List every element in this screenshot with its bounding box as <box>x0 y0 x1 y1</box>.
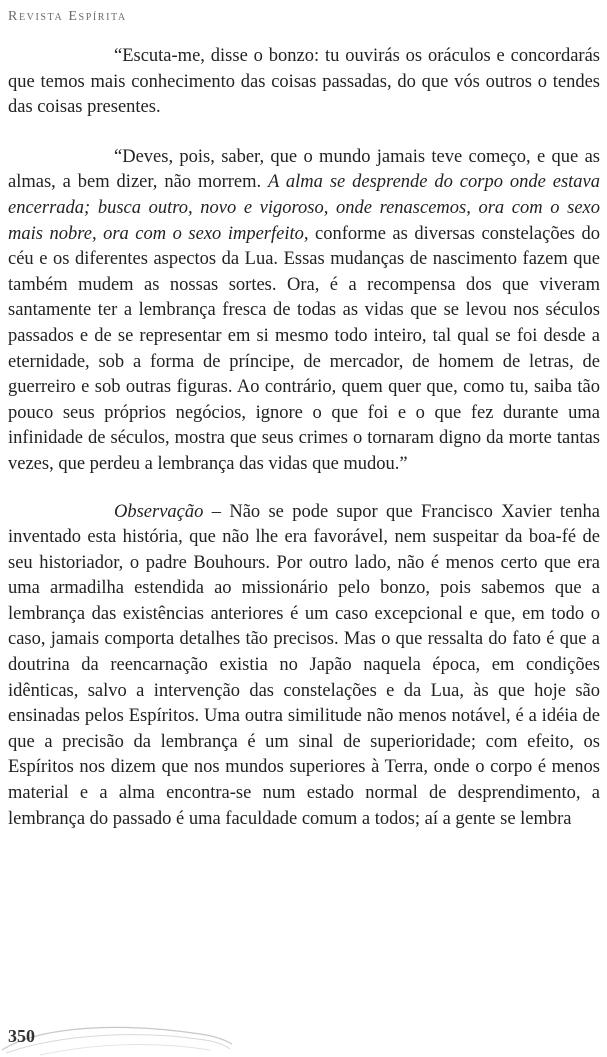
running-header: Revista Espírita <box>8 9 127 24</box>
paragraph-world-text-end: conforme as diversas constelações do céu e os diferentes aspectos da Lua. Essas mudanças de nascimento fazem que também mudem as nossas sortes. Ora, é a recompensa dos que viveram santamente ter a lembrança fresca de todas as vidas que se levou nos séculos passados e de se representar em si mesmo todo inteiro, tal qual se foi desde a eternidade, sob a forma de príncipe, de mercador, de homem de letras, de guerreiro e sob outras figuras. Ao contrário, quem quer que, como tu, saiba tão pouco seus próprios negócios, ignore o que foi e o que fez durante uma infinidade de séculos, mostra que seus crimes o tornaram digno da morte tantas vezes, que perdeu a lembrança das vidas que mudou.” <box>8 223 601 474</box>
paragraph-observation <box>8 500 600 833</box>
paragraph-spacer <box>8 121 600 145</box>
paragraph-oracle-text: “Escuta-me, disse o bonzo: tu ouvirás os oráculos e concordarás que temos mais conhecimento das coisas passadas, do que vós outros o tendes das coisas presentes. <box>8 46 600 118</box>
footer-swoosh-decoration <box>0 1020 240 1057</box>
paragraph-oracle <box>8 44 600 121</box>
observation-text: – Não se pode supor que Francisco Xavier tenha inventado esta história, que não lhe era favorável, nem suspeitar da boa-fé de seu historiador, o padre Bouhours. Por outro lado, não é menos certo que era uma armadilha estendida ao missionário pelo bonzo, pois sabemos que a lembrança das existências anteriores é um caso excepcional e que, em todo o caso, jamais comporta detalhes tão precisos. Mas o que ressalta do fato é que a doutrina da reencarnação existia no Japão naquela época, em condições idênticas, salvo a intervenção das constelações e da Lua, às que hoje são ensinadas pelos Espíritos. Uma outra similitude não menos notável, é a idéia de que a precisão da lembrança é um sinal de superioridade; com efeito, os Espíritos nos dizem que nos mundos superiores à Terra, onde o corpo é menos material e a alma encontra-se num estado normal de desprendimento, a lembrança do passado é uma faculdade comum a todos; aí a gente se lembra <box>8 501 600 829</box>
body-text <box>8 44 600 832</box>
observation-label: Observação <box>114 501 204 522</box>
paragraph-world <box>8 145 600 478</box>
paragraph-world-italic: A alma se desprende do corpo onde estava encerrada; busca outro, novo e vigoroso, onde renascemos, ora com o sexo mais nobre, ora com o sexo imperfeito, <box>8 172 600 244</box>
paragraph-world-text-start: “Deves, pois, saber, que o mundo jamais teve começo, e que as almas, a bem dizer, não morrem. <box>8 146 600 193</box>
paragraph-spacer <box>8 478 600 500</box>
page-number: 350 <box>8 1026 35 1046</box>
